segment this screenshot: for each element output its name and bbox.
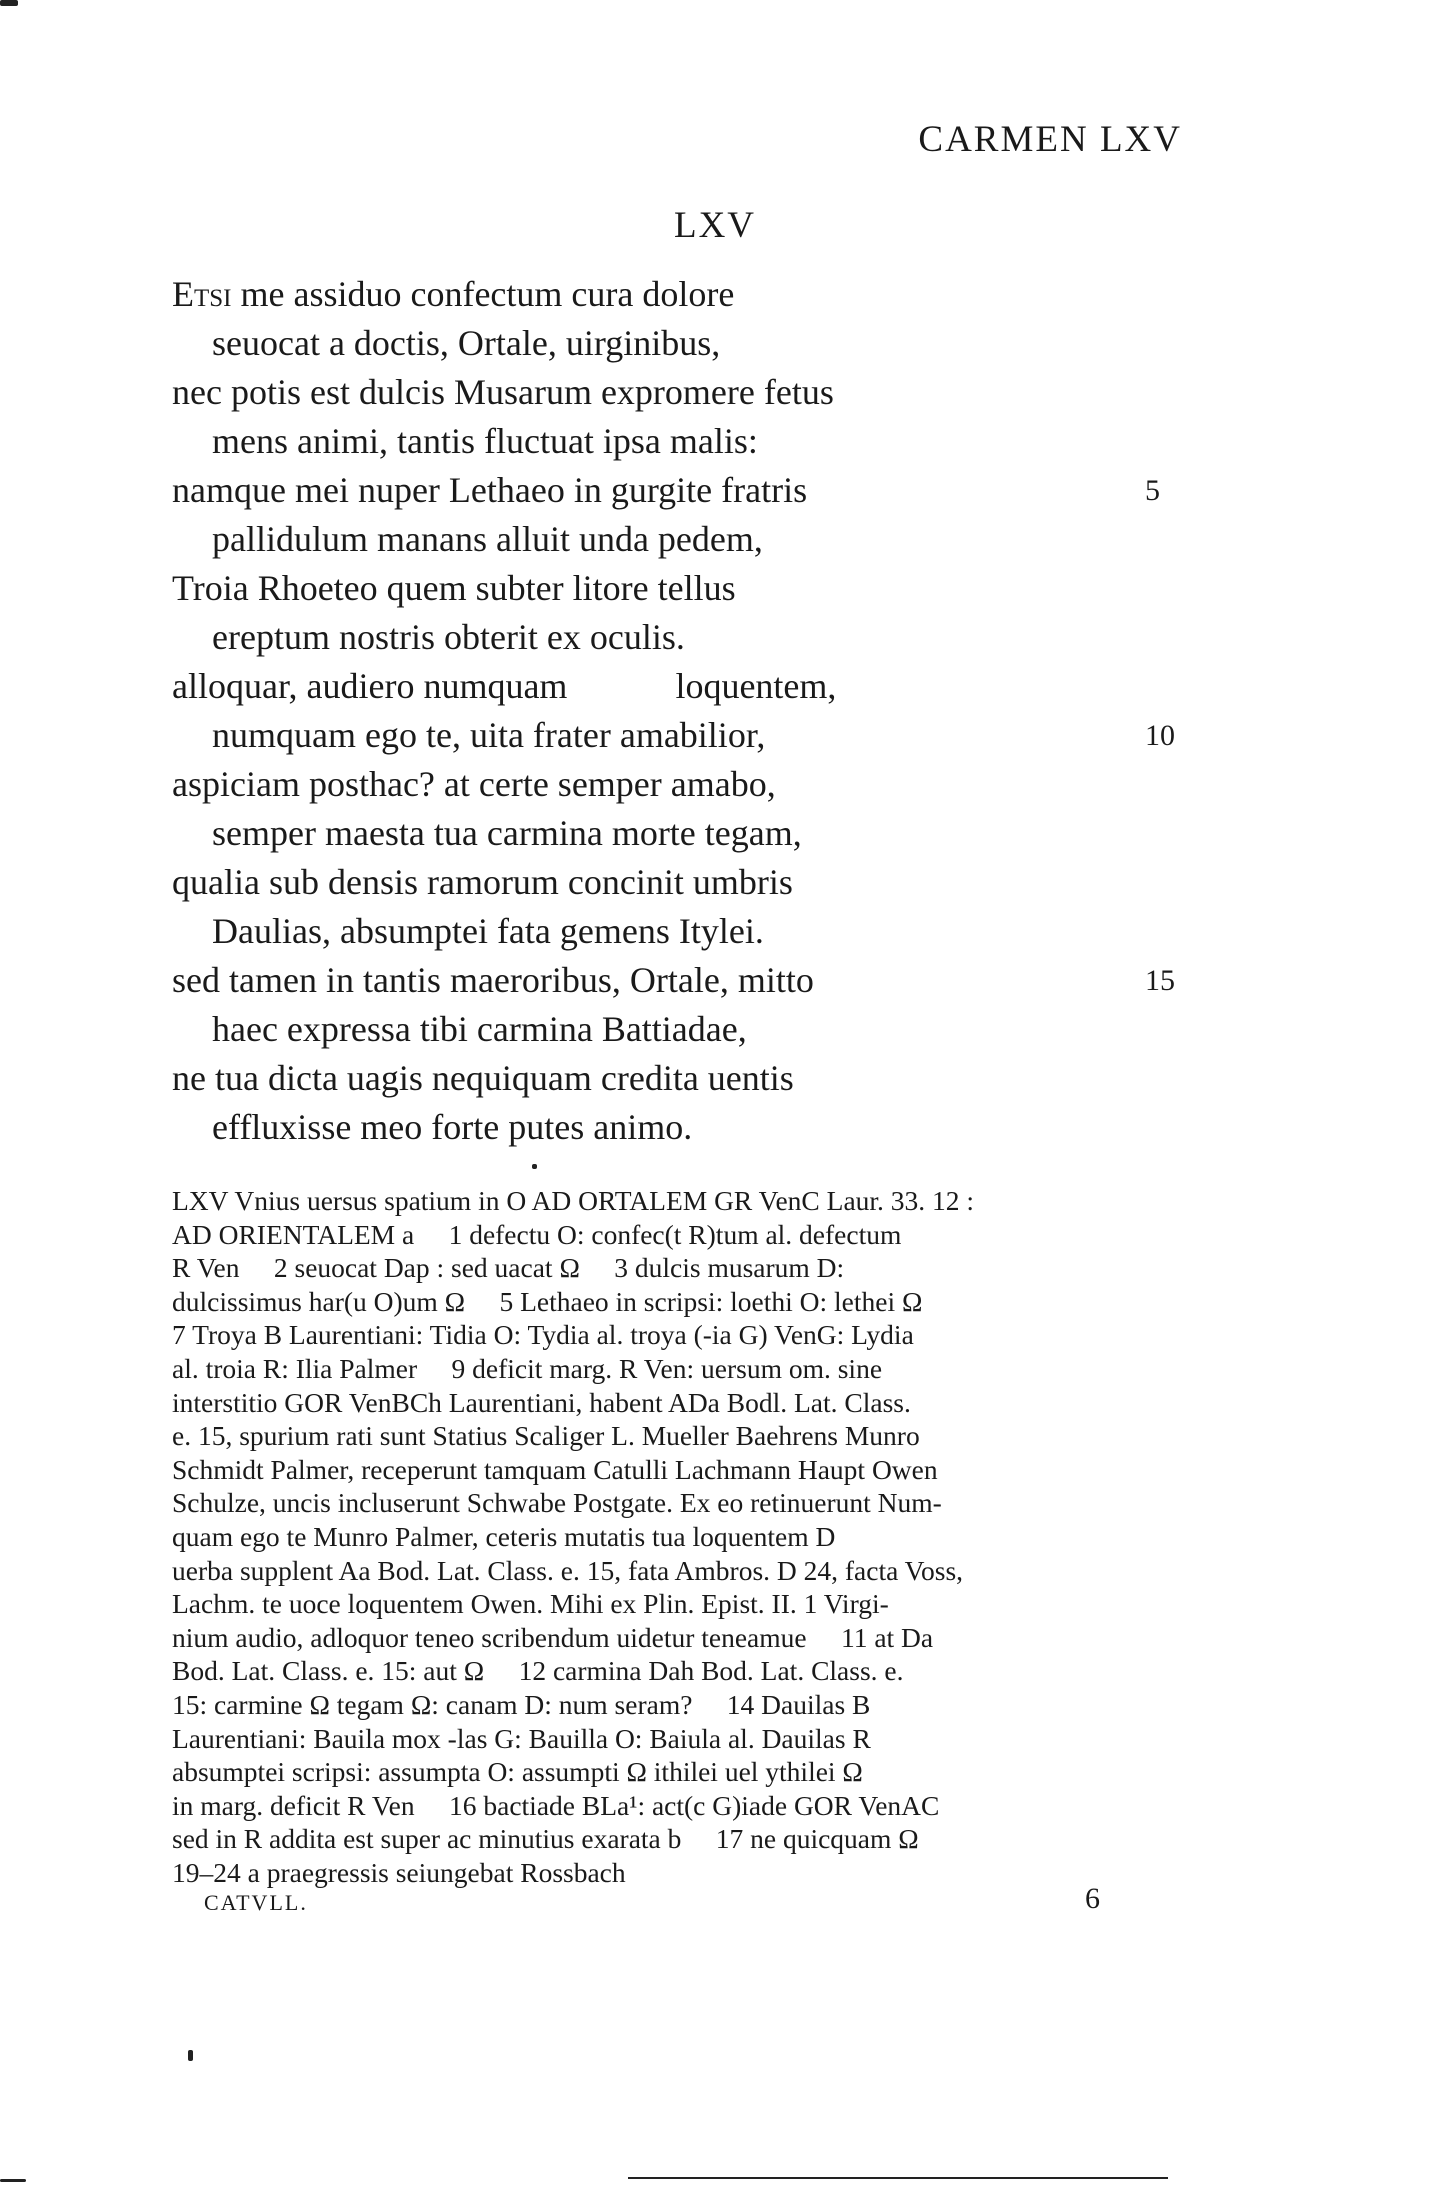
- poem-line-text: Daulias, absumptei fata gemens Itylei.: [212, 911, 764, 951]
- poem-line-text: alloquar, audiero numquam loquentem,: [172, 666, 837, 706]
- apparatus-line: 19–24 a praegressis seiungebat Rossbach: [172, 1856, 626, 1888]
- poem-text: [172, 270, 1192, 1152]
- line-number: 15: [1145, 964, 1175, 997]
- poem-line: [172, 515, 1192, 564]
- poem-line: [172, 466, 1192, 515]
- poem-line-text: haec expressa tibi carmina Battiadae,: [212, 1009, 747, 1049]
- apparatus-line: Schulze, uncis incluserunt Schwabe Postgate. Ex eo retinuerunt Num-: [172, 1487, 942, 1519]
- apparatus-line: LXV Vnius uersus spatium in O AD ORTALEM GR VenC Laur. 33. 12 :: [172, 1185, 975, 1216]
- poem-line: [172, 956, 1192, 1005]
- apparatus-line: Laurentiani: Bauila mox -las G: Bauilla O: Baiula al. Dauilas R: [172, 1722, 871, 1754]
- poem-line: [172, 1103, 1192, 1152]
- apparatus-line: uerba supplent Aa Bod. Lat. Class. e. 15, fata Ambros. D 24, facta Voss,: [172, 1554, 964, 1586]
- scan-speck: [0, 2179, 26, 2182]
- line-number: 5: [1145, 474, 1160, 507]
- scan-speck: [188, 2050, 193, 2061]
- poem-line: [172, 368, 1192, 417]
- poem-line: [172, 270, 1192, 319]
- poem-line: [172, 319, 1192, 368]
- page-number: 6: [1085, 1882, 1100, 1915]
- poem-line-text: nec potis est dulcis Musarum expromere fetus: [172, 372, 834, 412]
- apparatus-line: interstitio GOR VenBCh Laurentiani, habent ADa Bodl. Lat. Class.: [172, 1386, 911, 1418]
- poem-line: [172, 564, 1192, 613]
- line-number: 10: [1145, 719, 1175, 752]
- poem-line-text: ereptum nostris obterit ex oculis.: [212, 617, 685, 657]
- apparatus-line: Lachm. te uoce loquentem Owen. Mihi ex Plin. Epist. II. 1 Virgi-: [172, 1588, 889, 1620]
- apparatus-line: dulcissimus har(u O)um Ω 5 Lethaeo in scripsi: loethi O: lethei Ω: [172, 1285, 923, 1317]
- poem-line-text: effluxisse meo forte putes animo.: [212, 1107, 693, 1147]
- scan-speck: [0, 0, 18, 6]
- poem-line: [172, 760, 1192, 809]
- running-head: CARMEN LXV: [918, 119, 1182, 160]
- apparatus-line: quam ego te Munro Palmer, ceteris mutatis tua loquentem D: [172, 1520, 836, 1552]
- poem-line: [172, 907, 1192, 956]
- poem-line: [172, 809, 1192, 858]
- signature-mark: CATVLL.: [204, 1890, 308, 1915]
- poem-line-text: qualia sub densis ramorum concinit umbris: [172, 862, 793, 902]
- poem-line-text: Etsi me assiduo confectum cura dolore: [172, 274, 735, 314]
- poem-title: LXV: [673, 205, 757, 246]
- poem-line: [172, 711, 1192, 760]
- poem-line-text: numquam ego te, uita frater amabilior,: [212, 715, 766, 755]
- poem-line-text: ne tua dicta uagis nequiquam credita uentis: [172, 1058, 794, 1098]
- apparatus-line: Schmidt Palmer, receperunt tamquam Catulli Lachmann Haupt Owen: [172, 1453, 938, 1485]
- poem-line: [172, 1005, 1192, 1054]
- apparatus-line: R Ven 2 seuocat Dap : sed uacat Ω 3 dulcis musarum D:: [172, 1252, 845, 1284]
- poem-line-text: pallidulum manans alluit unda pedem,: [212, 519, 763, 559]
- apparatus-line: 15: carmine Ω tegam Ω: canam D: num seram? 14 Dauilas B: [172, 1688, 871, 1720]
- apparatus-line: in marg. deficit R Ven 16 bactiade BLa¹: act(c G)iade GOR VenAC: [172, 1789, 940, 1821]
- critical-apparatus: [172, 1184, 1175, 1889]
- poem-line-text: aspiciam posthac? at certe semper amabo,: [172, 764, 776, 804]
- poem-line-text: Troia Rhoeteo quem subter litore tellus: [172, 568, 736, 608]
- bottom-rule: [628, 2177, 1168, 2179]
- scan-speck: [532, 1164, 537, 1169]
- poem-line: [172, 1054, 1192, 1103]
- apparatus-line: sed in R addita est super ac minutius exarata b 17 ne quicquam Ω: [172, 1823, 919, 1855]
- apparatus-line: Bod. Lat. Class. e. 15: aut Ω 12 carmina Dah Bod. Lat. Class. e.: [172, 1655, 904, 1687]
- poem-line-text: mens animi, tantis fluctuat ipsa malis:: [212, 421, 758, 461]
- poem-line-text: seuocat a doctis, Ortale, uirginibus,: [212, 323, 721, 363]
- apparatus-line: nium audio, adloquor teneo scribendum uidetur teneamue 11 at Da: [172, 1621, 934, 1653]
- poem-line-text: semper maesta tua carmina morte tegam,: [212, 813, 802, 853]
- poem-line-text: sed tamen in tantis maeroribus, Ortale, mitto: [172, 960, 814, 1000]
- apparatus-line: 7 Troya B Laurentiani: Tidia O: Tydia al. troya (-ia G) VenG: Lydia: [172, 1319, 914, 1351]
- apparatus-line: absumptei scripsi: assumpta O: assumpti Ω ithilei uel ythilei Ω: [172, 1756, 863, 1788]
- apparatus-line: AD ORIENTALEM a 1 defectu O: confec(t R)tum al. defectum: [172, 1218, 902, 1250]
- poem-line: [172, 662, 1192, 711]
- poem-line: [172, 417, 1192, 466]
- poem-line-text: namque mei nuper Lethaeo in gurgite fratris: [172, 470, 808, 510]
- apparatus-line: e. 15, spurium rati sunt Statius Scaliger L. Mueller Baehrens Munro: [172, 1420, 920, 1452]
- poem-line: [172, 858, 1192, 907]
- apparatus-line: al. troia R: Ilia Palmer 9 deficit marg. R Ven: uersum om. sine: [172, 1352, 883, 1384]
- poem-line: [172, 613, 1192, 662]
